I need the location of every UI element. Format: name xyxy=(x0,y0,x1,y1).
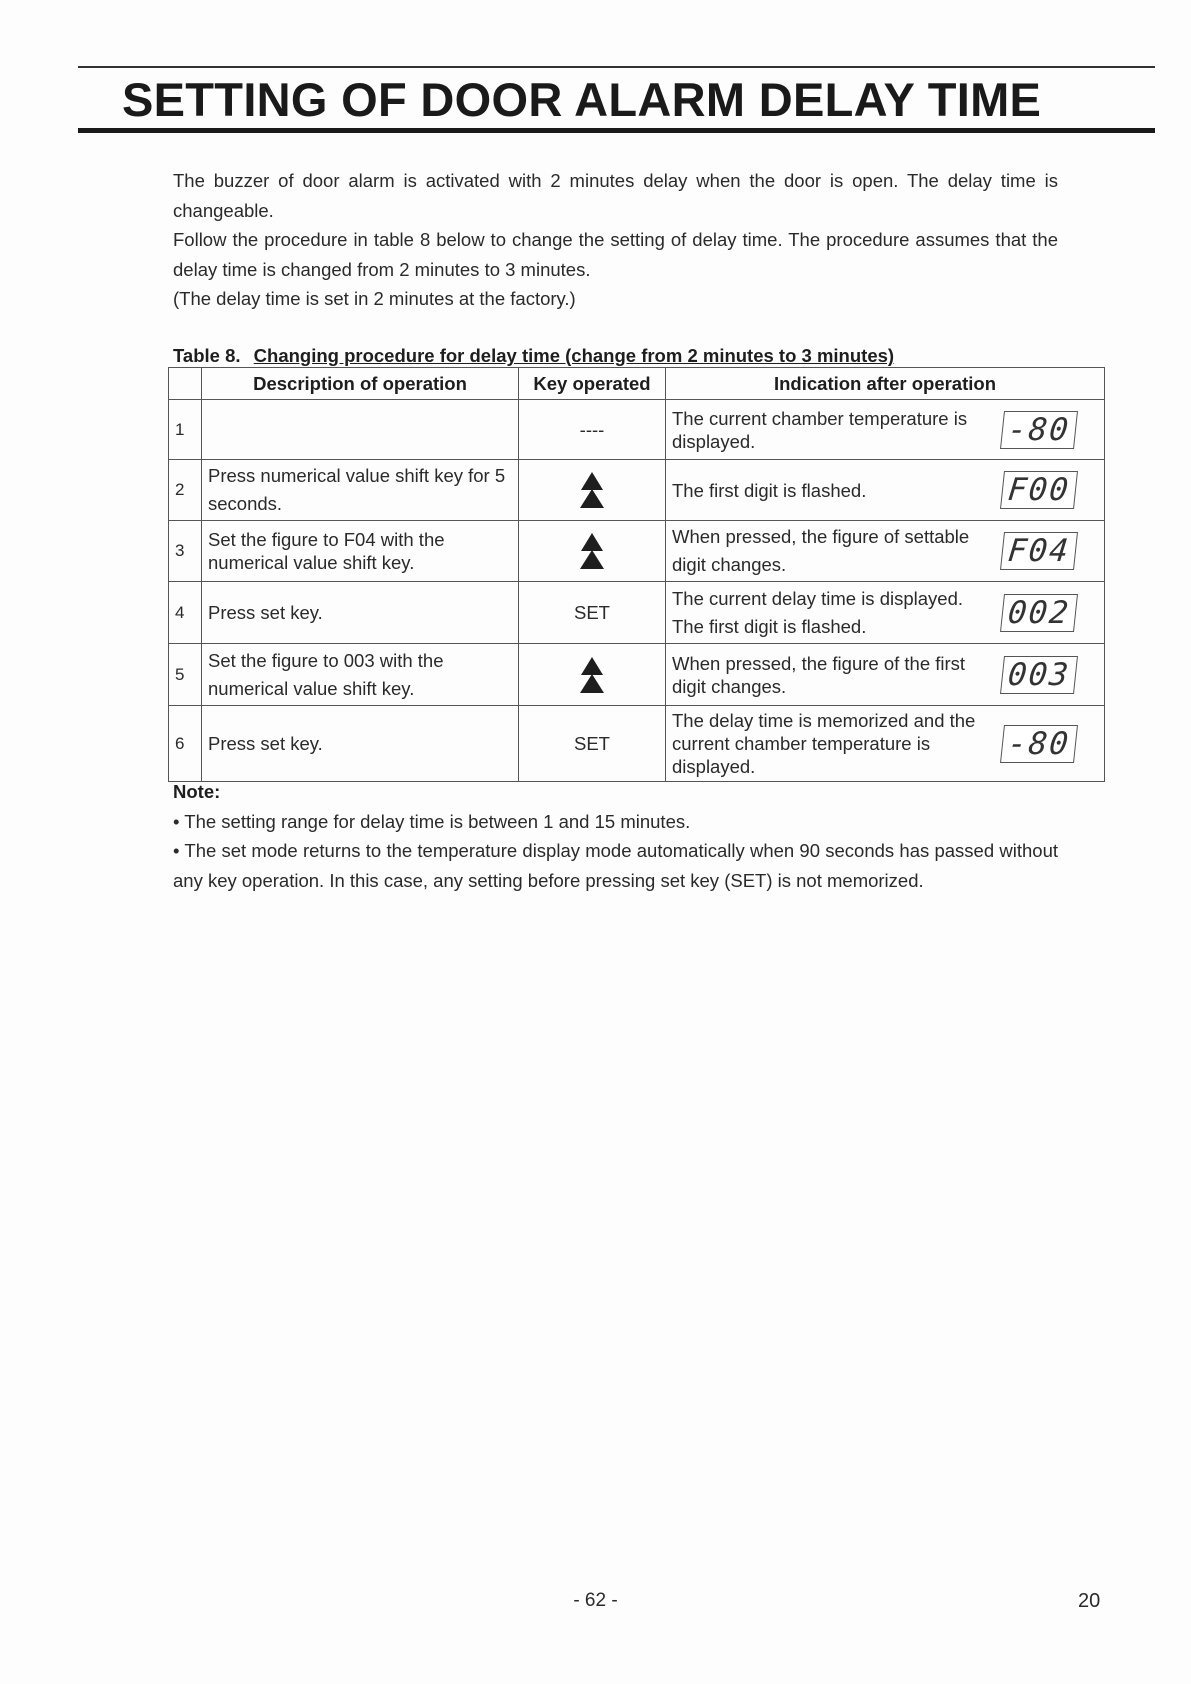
shift-key-icon xyxy=(579,531,605,571)
row-description: Set the figure to 003 with the numerical value shift key. xyxy=(202,644,519,706)
row-indication xyxy=(666,400,1105,460)
indication-text: The current chamber temperature is displayed. xyxy=(672,407,968,452)
row-indication xyxy=(666,706,1105,782)
indication-text: The current delay time is displayed. The first digit is flashed. xyxy=(672,587,963,637)
header-description: Description of operation xyxy=(202,368,519,400)
row-description xyxy=(202,400,519,460)
row-description: Press numerical value shift key for 5 seconds. xyxy=(202,460,519,521)
row-key xyxy=(519,460,666,521)
shift-key-icon xyxy=(579,470,605,510)
note-section xyxy=(173,777,1058,895)
intro-paragraph: (The delay time is set in 2 minutes at the factory.) xyxy=(173,288,576,309)
row-number: 3 xyxy=(169,521,202,582)
table-caption-label: Table 8. xyxy=(173,345,241,366)
title-underline xyxy=(78,128,1155,133)
row-indication xyxy=(666,460,1105,521)
row-description: Press set key. xyxy=(202,706,519,782)
note-item: • The setting range for delay time is between 1 and 15 minutes. xyxy=(173,810,691,832)
segment-display: F00 xyxy=(1000,471,1078,509)
row-indication xyxy=(666,521,1105,582)
header-key: Key operated xyxy=(519,368,666,400)
intro-paragraph: The buzzer of door alarm is activated with 2 minutes delay when the door is open. The delay time is changeable. xyxy=(173,170,1058,221)
indication-text: The delay time is memorized and the current chamber temperature is displayed. xyxy=(672,710,976,777)
row-number: 5 xyxy=(169,644,202,706)
row-indication xyxy=(666,582,1105,644)
segment-display: F04 xyxy=(1000,532,1078,570)
shift-key-icon xyxy=(579,655,605,695)
row-key xyxy=(519,521,666,582)
table-caption-title: Changing procedure for delay time (change from 2 minutes to 3 minutes) xyxy=(253,345,895,366)
table-row xyxy=(169,644,1105,706)
row-key: ---- xyxy=(519,400,666,460)
row-description: Set the figure to F04 with the numerical value shift key. xyxy=(202,521,519,582)
row-key: SET xyxy=(519,582,666,644)
intro-paragraph: Follow the procedure in table 8 below to change the setting of delay time. The procedure assumes that the delay time is changed from 2 minutes to 3 minutes. xyxy=(173,229,1058,280)
row-number: 1 xyxy=(169,400,202,460)
table-row xyxy=(169,582,1105,644)
page-number-right: 20 xyxy=(1078,1590,1101,1612)
page-number: - 62 - xyxy=(573,1590,618,1611)
indication-text: The first digit is flashed. xyxy=(672,479,867,501)
intro-text xyxy=(173,166,1058,314)
row-description: Press set key. xyxy=(202,582,519,644)
procedure-table xyxy=(168,367,1105,782)
table-row xyxy=(169,460,1105,521)
note-title: Note: xyxy=(173,781,221,802)
table-row xyxy=(169,521,1105,582)
segment-display: -80 xyxy=(1000,725,1078,763)
segment-display: 002 xyxy=(1000,594,1078,632)
top-rule xyxy=(78,66,1155,68)
table-row xyxy=(169,706,1105,782)
row-indication xyxy=(666,644,1105,706)
table-caption xyxy=(173,345,894,367)
page-title: SETTING OF DOOR ALARM DELAY TIME xyxy=(122,73,1042,126)
row-number: 4 xyxy=(169,582,202,644)
table-row xyxy=(169,400,1105,460)
indication-text: When pressed, the figure of the first digit changes. xyxy=(672,652,966,697)
row-number: 6 xyxy=(169,706,202,782)
header-num xyxy=(169,368,202,400)
header-indication: Indication after operation xyxy=(666,368,1105,400)
segment-display: 003 xyxy=(1000,656,1078,694)
row-key xyxy=(519,644,666,706)
note-item: • The set mode returns to the temperature display mode automatically when 90 seconds has passed without any key operation. In this case, any setting before pressing set key (SET) is not memorized. xyxy=(173,840,1058,891)
segment-display: -80 xyxy=(1000,411,1078,449)
indication-text: When pressed, the figure of settable digit changes. xyxy=(672,526,970,575)
row-number: 2 xyxy=(169,460,202,521)
row-key: SET xyxy=(519,706,666,782)
table-header-row xyxy=(169,368,1105,400)
